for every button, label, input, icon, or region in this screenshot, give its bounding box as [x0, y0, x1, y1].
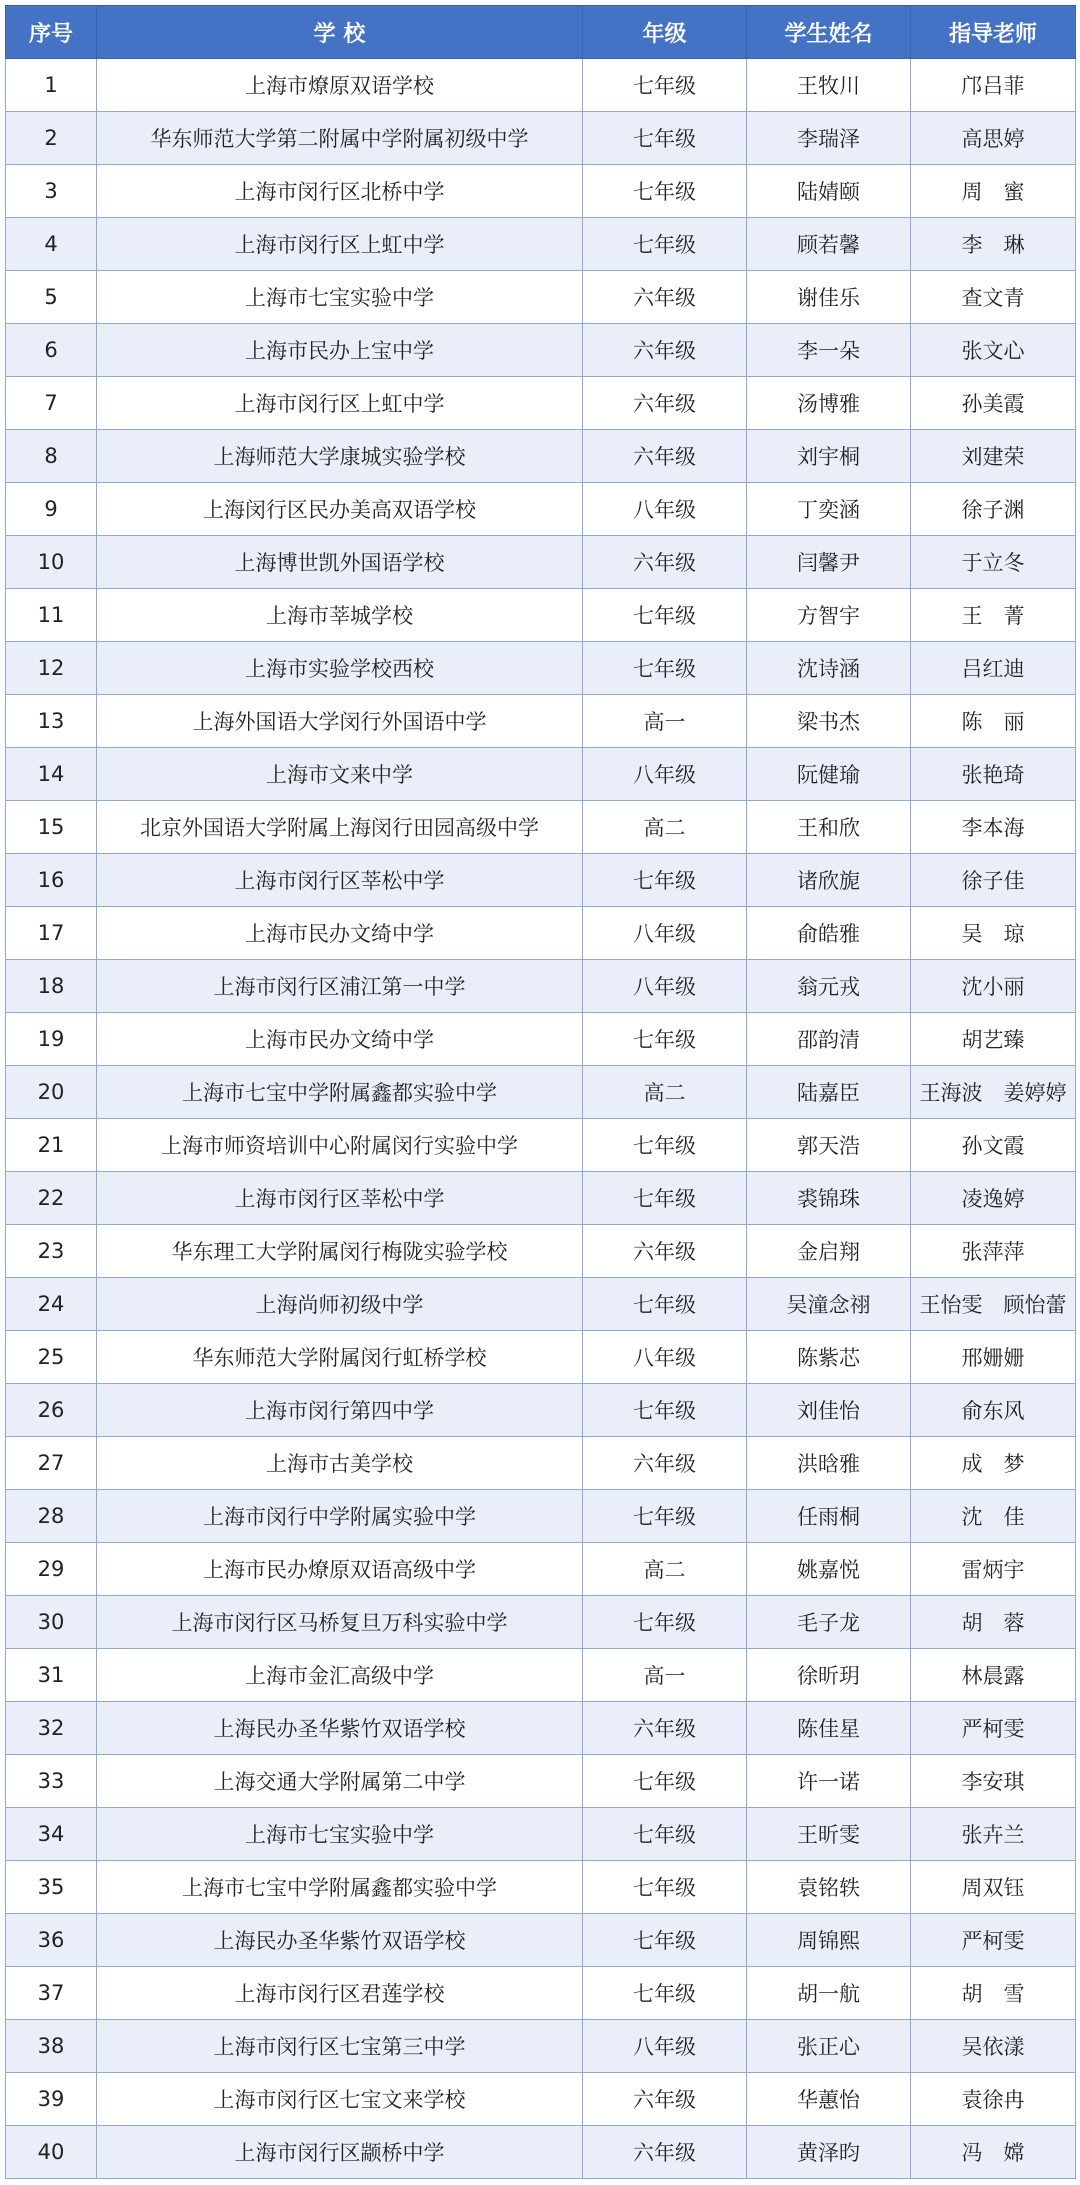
table-row — [6, 1649, 1076, 1702]
grade-cell: 六年级 — [583, 2126, 747, 2179]
header-index: 序号 — [6, 6, 97, 59]
school-cell: 上海市闵行区莘松中学 — [97, 1172, 583, 1225]
student-name-cell: 陆嘉臣 — [747, 1066, 911, 1119]
row-index: 7 — [6, 377, 97, 430]
row-index: 22 — [6, 1172, 97, 1225]
table-row — [6, 960, 1076, 1013]
grade-cell: 六年级 — [583, 271, 747, 324]
teacher-cell: 王 菁 — [911, 589, 1076, 642]
teacher-cell: 查文青 — [911, 271, 1076, 324]
row-index: 25 — [6, 1331, 97, 1384]
school-cell: 上海市闵行区莘松中学 — [97, 854, 583, 907]
grade-cell: 八年级 — [583, 1331, 747, 1384]
school-cell: 上海师范大学康城实验学校 — [97, 430, 583, 483]
teacher-cell: 徐子渊 — [911, 483, 1076, 536]
school-cell: 上海民办圣华紫竹双语学校 — [97, 1702, 583, 1755]
student-name-cell: 李一朵 — [747, 324, 911, 377]
school-cell: 上海市七宝实验中学 — [97, 1808, 583, 1861]
grade-cell: 高二 — [583, 1066, 747, 1119]
school-cell: 华东师范大学第二附属中学附属初级中学 — [97, 112, 583, 165]
teacher-cell: 于立冬 — [911, 536, 1076, 589]
student-name-cell: 陈佳星 — [747, 1702, 911, 1755]
teacher-cell: 张文心 — [911, 324, 1076, 377]
table-row — [6, 377, 1076, 430]
table-row — [6, 642, 1076, 695]
table-row — [6, 271, 1076, 324]
grade-cell: 七年级 — [583, 1384, 747, 1437]
table-row — [6, 218, 1076, 271]
grade-cell: 六年级 — [583, 2073, 747, 2126]
student-name-cell: 阮健瑜 — [747, 748, 911, 801]
student-name-cell: 郭天浩 — [747, 1119, 911, 1172]
teacher-cell: 孙美霞 — [911, 377, 1076, 430]
table-row — [6, 324, 1076, 377]
row-index: 38 — [6, 2020, 97, 2073]
row-index: 26 — [6, 1384, 97, 1437]
award-table — [5, 5, 1076, 2179]
grade-cell: 六年级 — [583, 1437, 747, 1490]
table-row — [6, 854, 1076, 907]
grade-cell: 七年级 — [583, 59, 747, 112]
grade-cell: 七年级 — [583, 218, 747, 271]
table-row — [6, 2126, 1076, 2179]
student-name-cell: 顾若馨 — [747, 218, 911, 271]
school-cell: 上海博世凯外国语学校 — [97, 536, 583, 589]
row-index: 19 — [6, 1013, 97, 1066]
student-name-cell: 陈紫芯 — [747, 1331, 911, 1384]
school-cell: 上海市闵行中学附属实验中学 — [97, 1490, 583, 1543]
student-name-cell: 王昕雯 — [747, 1808, 911, 1861]
teacher-cell: 胡 雪 — [911, 1967, 1076, 2020]
table-row — [6, 59, 1076, 112]
student-name-cell: 姚嘉悦 — [747, 1543, 911, 1596]
row-index: 27 — [6, 1437, 97, 1490]
row-index: 10 — [6, 536, 97, 589]
student-name-cell: 谢佳乐 — [747, 271, 911, 324]
teacher-cell: 陈 丽 — [911, 695, 1076, 748]
teacher-cell: 林晨露 — [911, 1649, 1076, 1702]
student-name-cell: 丁奕涵 — [747, 483, 911, 536]
student-name-cell: 陆婧颐 — [747, 165, 911, 218]
grade-cell: 高一 — [583, 1649, 747, 1702]
school-cell: 上海市民办文绮中学 — [97, 907, 583, 960]
table-row — [6, 1702, 1076, 1755]
grade-cell: 八年级 — [583, 907, 747, 960]
teacher-cell: 吕红迪 — [911, 642, 1076, 695]
row-index: 28 — [6, 1490, 97, 1543]
grade-cell: 七年级 — [583, 1278, 747, 1331]
grade-cell: 六年级 — [583, 430, 747, 483]
table-row — [6, 907, 1076, 960]
teacher-cell: 凌逸婷 — [911, 1172, 1076, 1225]
teacher-cell: 高思婷 — [911, 112, 1076, 165]
teacher-cell: 李安琪 — [911, 1755, 1076, 1808]
school-cell: 上海市实验学校西校 — [97, 642, 583, 695]
table-row — [6, 1543, 1076, 1596]
grade-cell: 七年级 — [583, 165, 747, 218]
row-index: 1 — [6, 59, 97, 112]
student-name-cell: 汤博雅 — [747, 377, 911, 430]
school-cell: 上海市民办燎原双语高级中学 — [97, 1543, 583, 1596]
row-index: 34 — [6, 1808, 97, 1861]
teacher-cell: 严柯雯 — [911, 1914, 1076, 1967]
school-cell: 华东师范大学附属闵行虹桥学校 — [97, 1331, 583, 1384]
row-index: 18 — [6, 960, 97, 1013]
header-grade: 年级 — [583, 6, 747, 59]
row-index: 20 — [6, 1066, 97, 1119]
teacher-cell: 王怡雯 顾怡蕾 — [911, 1278, 1076, 1331]
school-cell: 上海市闵行区颛桥中学 — [97, 2126, 583, 2179]
student-name-cell: 许一诺 — [747, 1755, 911, 1808]
student-name-cell: 方智宇 — [747, 589, 911, 642]
row-index: 15 — [6, 801, 97, 854]
student-name-cell: 刘佳怡 — [747, 1384, 911, 1437]
school-cell: 上海市七宝中学附属鑫都实验中学 — [97, 1861, 583, 1914]
table-row — [6, 483, 1076, 536]
row-index: 33 — [6, 1755, 97, 1808]
student-name-cell: 吴潼念祤 — [747, 1278, 911, 1331]
row-index: 6 — [6, 324, 97, 377]
row-index: 23 — [6, 1225, 97, 1278]
header-row — [6, 6, 1076, 59]
grade-cell: 六年级 — [583, 1702, 747, 1755]
school-cell: 上海市师资培训中心附属闵行实验中学 — [97, 1119, 583, 1172]
grade-cell: 七年级 — [583, 1596, 747, 1649]
student-name-cell: 胡一航 — [747, 1967, 911, 2020]
school-cell: 上海市闵行区马桥复旦万科实验中学 — [97, 1596, 583, 1649]
school-cell: 上海市金汇高级中学 — [97, 1649, 583, 1702]
table-row — [6, 1967, 1076, 2020]
table-row — [6, 1861, 1076, 1914]
teacher-cell: 张萍萍 — [911, 1225, 1076, 1278]
grade-cell: 七年级 — [583, 1119, 747, 1172]
school-cell: 北京外国语大学附属上海闵行田园高级中学 — [97, 801, 583, 854]
teacher-cell: 吴依漾 — [911, 2020, 1076, 2073]
table-row — [6, 1066, 1076, 1119]
row-index: 36 — [6, 1914, 97, 1967]
student-name-cell: 金启翔 — [747, 1225, 911, 1278]
teacher-cell: 吴 琼 — [911, 907, 1076, 960]
row-index: 2 — [6, 112, 97, 165]
grade-cell: 高二 — [583, 801, 747, 854]
teacher-cell: 刘建荣 — [911, 430, 1076, 483]
table-body — [6, 59, 1076, 2179]
row-index: 8 — [6, 430, 97, 483]
grade-cell: 八年级 — [583, 2020, 747, 2073]
table-row — [6, 801, 1076, 854]
table-row — [6, 1755, 1076, 1808]
row-index: 12 — [6, 642, 97, 695]
school-cell: 上海闵行区民办美高双语学校 — [97, 483, 583, 536]
school-cell: 上海市古美学校 — [97, 1437, 583, 1490]
table-row — [6, 1119, 1076, 1172]
table-row — [6, 112, 1076, 165]
teacher-cell: 沈小丽 — [911, 960, 1076, 1013]
grade-cell: 高二 — [583, 1543, 747, 1596]
table-row — [6, 165, 1076, 218]
teacher-cell: 王海波 姜婷婷 — [911, 1066, 1076, 1119]
student-name-cell: 洪晗雅 — [747, 1437, 911, 1490]
student-name-cell: 李瑞泽 — [747, 112, 911, 165]
school-cell: 上海市闵行区北桥中学 — [97, 165, 583, 218]
school-cell: 上海外国语大学闵行外国语中学 — [97, 695, 583, 748]
grade-cell: 七年级 — [583, 1967, 747, 2020]
teacher-cell: 胡艺臻 — [911, 1013, 1076, 1066]
row-index: 21 — [6, 1119, 97, 1172]
grade-cell: 高一 — [583, 695, 747, 748]
table-row — [6, 1437, 1076, 1490]
table-row — [6, 430, 1076, 483]
grade-cell: 六年级 — [583, 324, 747, 377]
school-cell: 上海市闵行区上虹中学 — [97, 218, 583, 271]
grade-cell: 七年级 — [583, 1755, 747, 1808]
student-name-cell: 毛子龙 — [747, 1596, 911, 1649]
teacher-cell: 邢姗姗 — [911, 1331, 1076, 1384]
header-teacher: 指导老师 — [911, 6, 1076, 59]
school-cell: 上海市七宝中学附属鑫都实验中学 — [97, 1066, 583, 1119]
table-row — [6, 1013, 1076, 1066]
student-name-cell: 任雨桐 — [747, 1490, 911, 1543]
teacher-cell: 邝吕菲 — [911, 59, 1076, 112]
row-index: 31 — [6, 1649, 97, 1702]
school-cell: 上海民办圣华紫竹双语学校 — [97, 1914, 583, 1967]
school-cell: 上海尚师初级中学 — [97, 1278, 583, 1331]
row-index: 5 — [6, 271, 97, 324]
teacher-cell: 雷炳宇 — [911, 1543, 1076, 1596]
school-cell: 上海交通大学附属第二中学 — [97, 1755, 583, 1808]
student-name-cell: 华蕙怡 — [747, 2073, 911, 2126]
table-row — [6, 1225, 1076, 1278]
teacher-cell: 张艳琦 — [911, 748, 1076, 801]
row-index: 9 — [6, 483, 97, 536]
row-index: 37 — [6, 1967, 97, 2020]
student-name-cell: 周锦熙 — [747, 1914, 911, 1967]
school-cell: 华东理工大学附属闵行梅陇实验学校 — [97, 1225, 583, 1278]
student-name-cell: 徐昕玥 — [747, 1649, 911, 1702]
teacher-cell: 周双钰 — [911, 1861, 1076, 1914]
row-index: 40 — [6, 2126, 97, 2179]
grade-cell: 八年级 — [583, 483, 747, 536]
row-index: 29 — [6, 1543, 97, 1596]
row-index: 3 — [6, 165, 97, 218]
table-row — [6, 748, 1076, 801]
row-index: 32 — [6, 1702, 97, 1755]
school-cell: 上海市闵行区君莲学校 — [97, 1967, 583, 2020]
teacher-cell: 袁徐冉 — [911, 2073, 1076, 2126]
table-row — [6, 1331, 1076, 1384]
school-cell: 上海市文来中学 — [97, 748, 583, 801]
teacher-cell: 胡 蓉 — [911, 1596, 1076, 1649]
student-name-cell: 诸欣旎 — [747, 854, 911, 907]
table-row — [6, 1278, 1076, 1331]
table-header — [6, 6, 1076, 59]
student-name-cell: 王牧川 — [747, 59, 911, 112]
teacher-cell: 孙文霞 — [911, 1119, 1076, 1172]
student-name-cell: 王和欣 — [747, 801, 911, 854]
grade-cell: 七年级 — [583, 1172, 747, 1225]
header-school: 学 校 — [97, 6, 583, 59]
school-cell: 上海市闵行区七宝文来学校 — [97, 2073, 583, 2126]
grade-cell: 七年级 — [583, 1490, 747, 1543]
school-cell: 上海市闵行区浦江第一中学 — [97, 960, 583, 1013]
student-name-cell: 黄泽昀 — [747, 2126, 911, 2179]
grade-cell: 七年级 — [583, 589, 747, 642]
teacher-cell: 俞东风 — [911, 1384, 1076, 1437]
teacher-cell: 成 梦 — [911, 1437, 1076, 1490]
row-index: 35 — [6, 1861, 97, 1914]
teacher-cell: 严柯雯 — [911, 1702, 1076, 1755]
grade-cell: 七年级 — [583, 1861, 747, 1914]
table-row — [6, 2073, 1076, 2126]
student-name-cell: 裘锦珠 — [747, 1172, 911, 1225]
grade-cell: 八年级 — [583, 748, 747, 801]
grade-cell: 七年级 — [583, 1914, 747, 1967]
table-row — [6, 1490, 1076, 1543]
teacher-cell: 徐子佳 — [911, 854, 1076, 907]
student-name-cell: 闫馨尹 — [747, 536, 911, 589]
student-name-cell: 俞皓雅 — [747, 907, 911, 960]
school-cell: 上海市莘城学校 — [97, 589, 583, 642]
grade-cell: 六年级 — [583, 536, 747, 589]
school-cell: 上海市七宝实验中学 — [97, 271, 583, 324]
row-index: 4 — [6, 218, 97, 271]
table-row — [6, 1596, 1076, 1649]
teacher-cell: 李 琳 — [911, 218, 1076, 271]
grade-cell: 七年级 — [583, 1808, 747, 1861]
table-row — [6, 695, 1076, 748]
table-row — [6, 1384, 1076, 1437]
table-row — [6, 2020, 1076, 2073]
table-row — [6, 1808, 1076, 1861]
grade-cell: 六年级 — [583, 1225, 747, 1278]
row-index: 11 — [6, 589, 97, 642]
student-name-cell: 袁铭轶 — [747, 1861, 911, 1914]
school-cell: 上海市闵行第四中学 — [97, 1384, 583, 1437]
school-cell: 上海市民办上宝中学 — [97, 324, 583, 377]
teacher-cell: 周 蜜 — [911, 165, 1076, 218]
student-name-cell: 翁元戎 — [747, 960, 911, 1013]
student-name-cell: 刘宇桐 — [747, 430, 911, 483]
header-student-name: 学生姓名 — [747, 6, 911, 59]
grade-cell: 七年级 — [583, 1013, 747, 1066]
student-name-cell: 张正心 — [747, 2020, 911, 2073]
row-index: 30 — [6, 1596, 97, 1649]
table-row — [6, 1914, 1076, 1967]
row-index: 24 — [6, 1278, 97, 1331]
grade-cell: 八年级 — [583, 960, 747, 1013]
table-row — [6, 536, 1076, 589]
table-row — [6, 1172, 1076, 1225]
teacher-cell: 冯 嫦 — [911, 2126, 1076, 2179]
grade-cell: 七年级 — [583, 854, 747, 907]
school-cell: 上海市民办文绮中学 — [97, 1013, 583, 1066]
teacher-cell: 李本海 — [911, 801, 1076, 854]
student-name-cell: 沈诗涵 — [747, 642, 911, 695]
grade-cell: 七年级 — [583, 112, 747, 165]
teacher-cell: 张卉兰 — [911, 1808, 1076, 1861]
row-index: 17 — [6, 907, 97, 960]
row-index: 16 — [6, 854, 97, 907]
table-row — [6, 589, 1076, 642]
row-index: 39 — [6, 2073, 97, 2126]
student-name-cell: 梁书杰 — [747, 695, 911, 748]
row-index: 13 — [6, 695, 97, 748]
row-index: 14 — [6, 748, 97, 801]
grade-cell: 六年级 — [583, 377, 747, 430]
grade-cell: 七年级 — [583, 642, 747, 695]
student-name-cell: 邵韵清 — [747, 1013, 911, 1066]
school-cell: 上海市闵行区七宝第三中学 — [97, 2020, 583, 2073]
school-cell: 上海市闵行区上虹中学 — [97, 377, 583, 430]
teacher-cell: 沈 佳 — [911, 1490, 1076, 1543]
school-cell: 上海市燎原双语学校 — [97, 59, 583, 112]
